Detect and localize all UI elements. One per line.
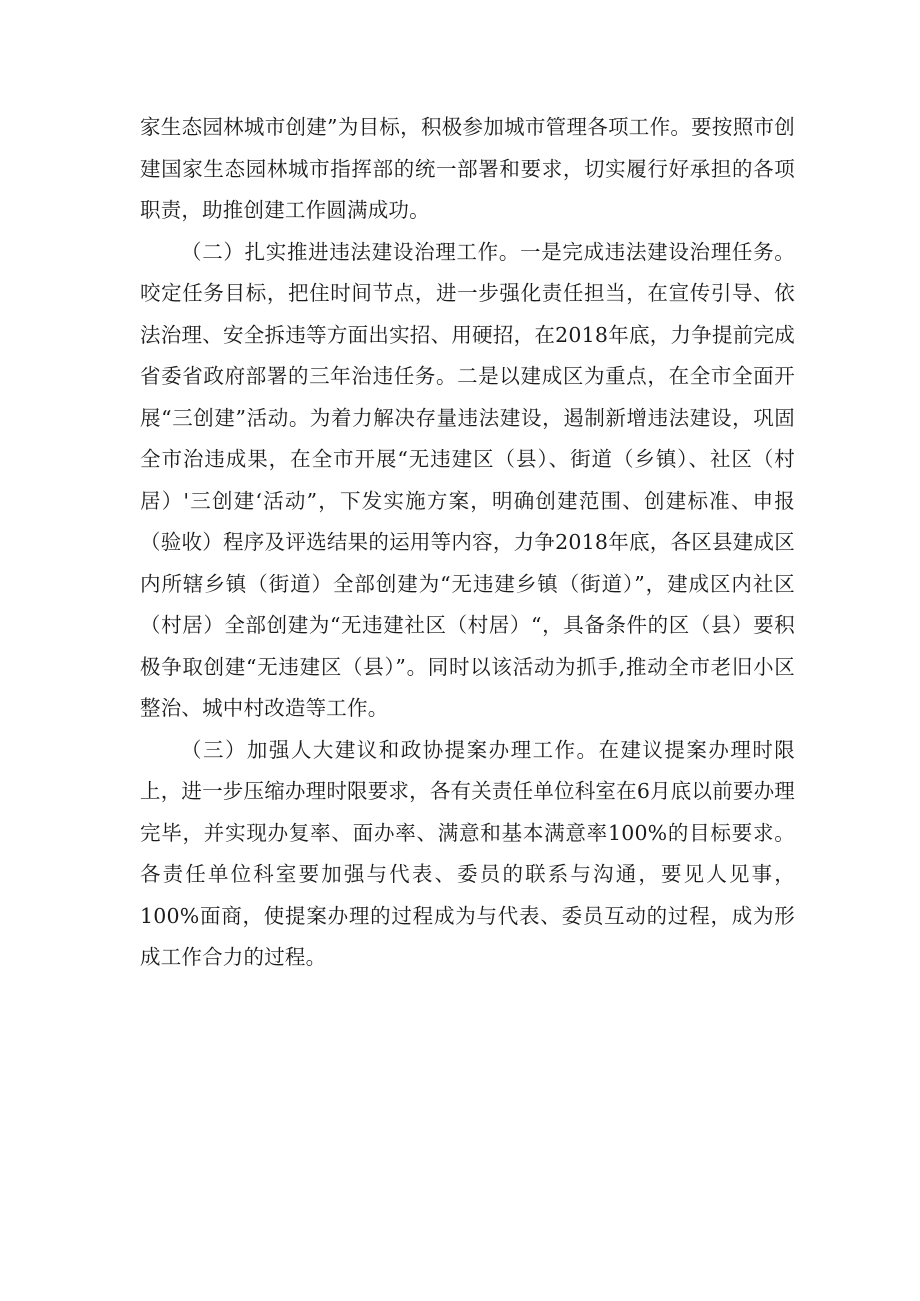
paragraph-section-2-illegal-construction: （二）扎实推进违法建设治理工作。一是完成违法建设治理任务。咬定任务目标，把住时间节点，进一步强化责任担当，在宣传引导、依法治理、安全拆违等方面出实招、用硬招，在2018年底，力争提前完成省委省政府部署的三年治违任务。二是以建成区为重点，在全市全面开展“三创建”活动。为着力解决存量违法建设，遏制新增违法建设，巩固全市治违成果，在全市开展“无违建区（县）、街道（乡镇）、社区（村居）'三创建‘活动”，下发实施方案，明确创建范围、创建标准、申报（验收）程序及评选结果的运用等内容，力争2018年底，各区县建成区内所辖乡镇（街道）全部创建为“无违建乡镇（街道）”，建成区内社区（村居）全部创建为“无违建社区（村居）“，具备条件的区（县）要积极争取创建“无违建区（县）”。同时以该活动为抓手,推动全市老旧小区整治、城中村改造等工作。 xyxy=(140,239,795,720)
paragraph-continuation: 家生态园林城市创建”为目标，积极参加城市管理各项工作。要按照市创建国家生态园林城市指挥部的统一部署和要求，切实履行好承担的各项职责，助推创建工作圆满成功。 xyxy=(140,115,795,222)
document-body xyxy=(140,107,795,979)
paragraph-section-3-proposals: （三）加强人大建议和政协提案办理工作。在建议提案办理时限上，进一步压缩办理时限要求，各有关责任单位科室在6月底以前要办理完毕，并实现办复率、面办率、满意和基本满意率100%的目标要求。各责任单位科室要加强与代表、委员的联系与沟通，要见人见事，100%面商，使提案办理的过程成为与代表、委员互动的过程，成为形成工作合力的过程。 xyxy=(140,737,795,969)
